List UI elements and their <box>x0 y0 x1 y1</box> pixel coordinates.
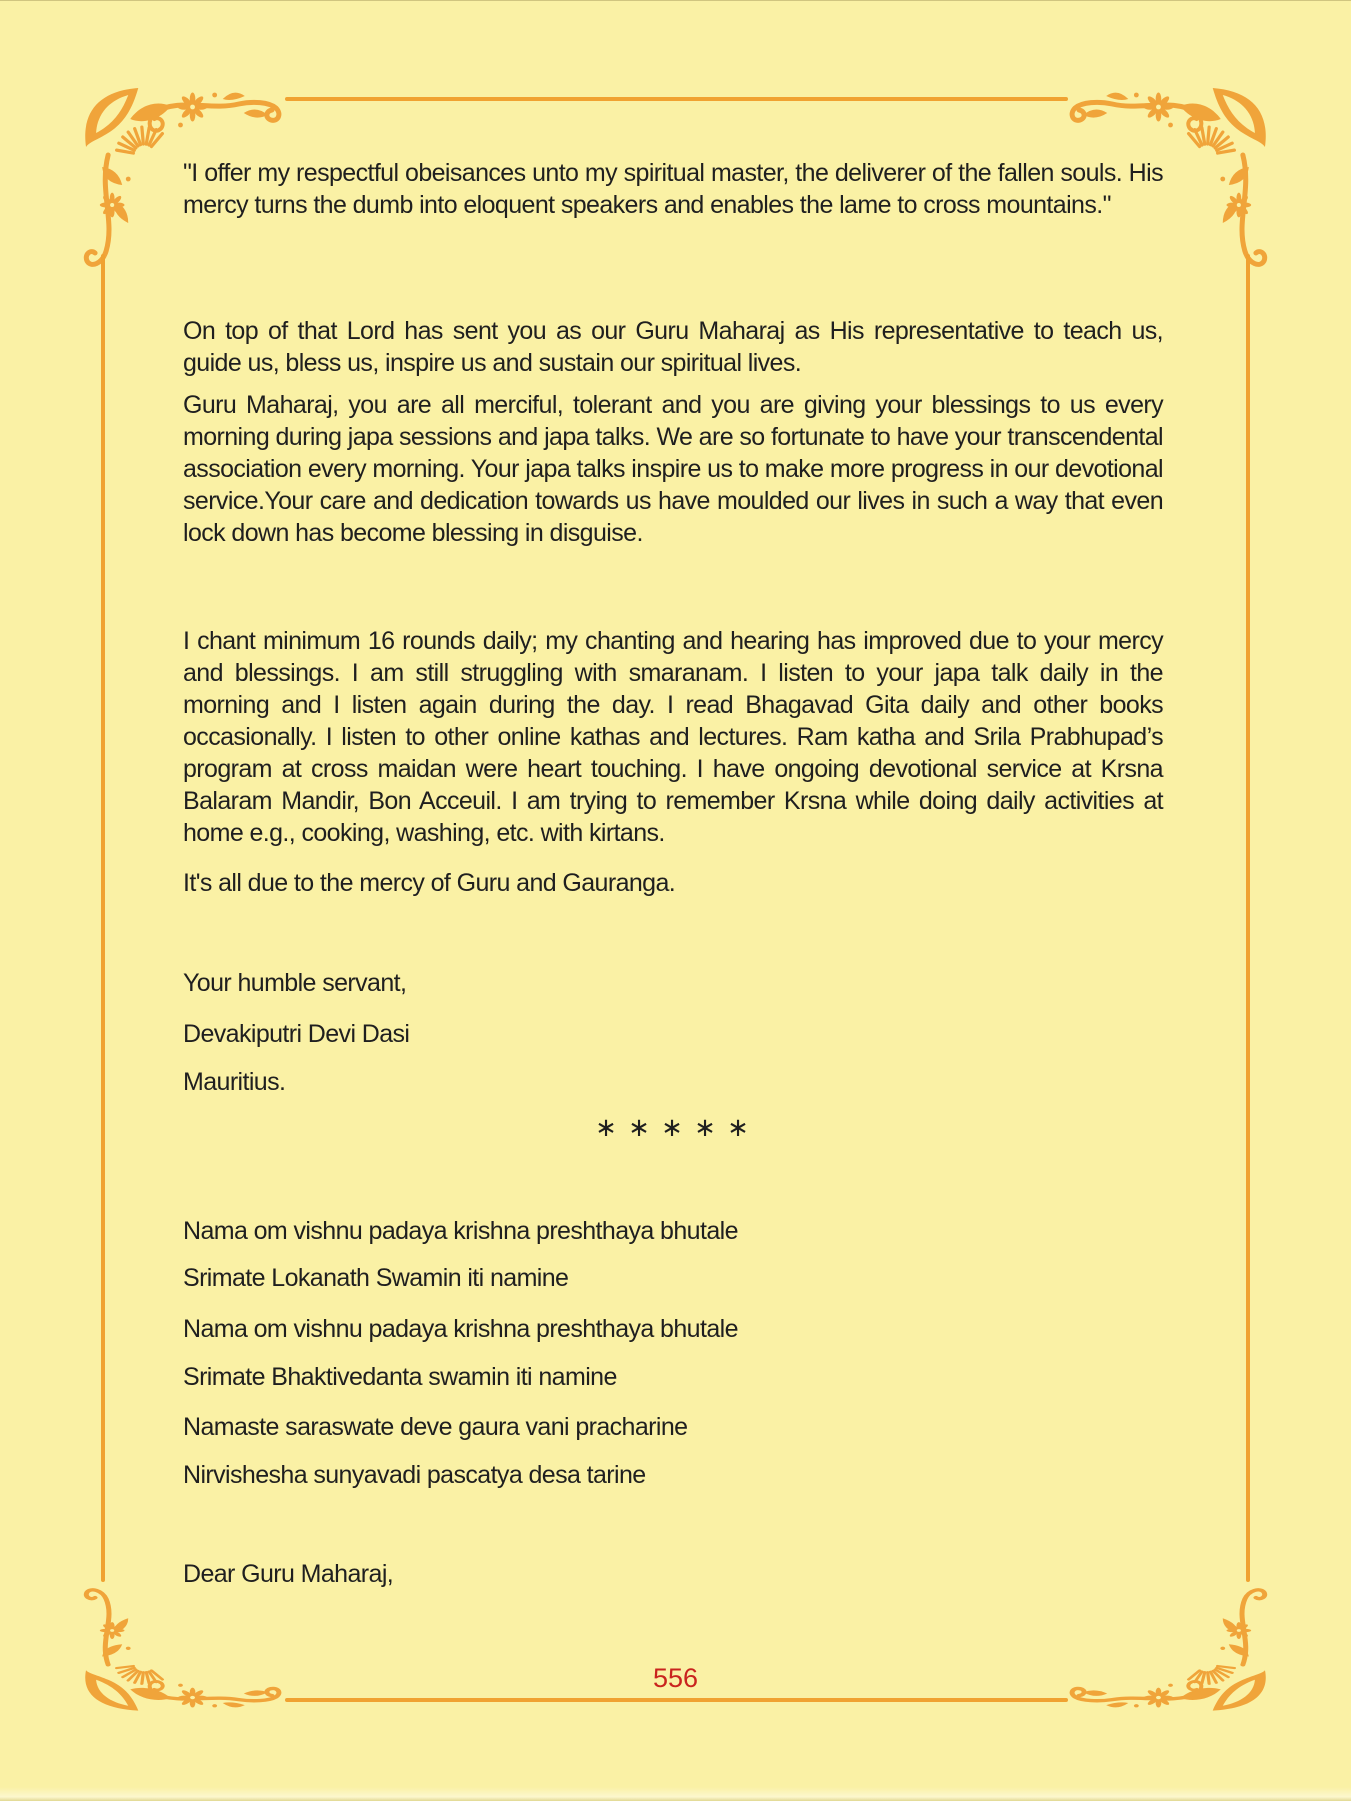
mantra-line-6: Nirvishesha sunyavadi pascatya desa tarine <box>183 1461 646 1489</box>
page-number: 556 <box>652 1663 699 1693</box>
mantra-line-2: Srimate Lokanath Swamin iti namine <box>183 1264 569 1292</box>
body-paragraph-4: It's all due to the mercy of Guru and Gauranga. <box>183 869 676 897</box>
closing-line-location: Mauritius. <box>183 1068 286 1096</box>
opening-quote-paragraph: "I offer my respectful obeisances unto my spiritual master, the deliverer of the fallen souls. His mercy turns the dumb into eloquent speakers and enables the lame to cross mountains." <box>183 159 1163 219</box>
salutation-line: Dear Guru Maharaj, <box>183 1560 394 1588</box>
floral-corner-ornament-bottom-right <box>1065 1584 1271 1714</box>
right-border-rule <box>1246 254 1250 1582</box>
closing-line-servant: Your humble servant, <box>183 969 407 997</box>
separator-asterisks: ∗ ∗ ∗ ∗ ∗ <box>595 1112 751 1142</box>
bottom-border-rule <box>285 1698 1068 1702</box>
body-paragraph-3: I chant minimum 16 rounds daily; my chanting and hearing has improved due to your mercy and blessings. I am still struggling with smaranam. I listen to your japa talk daily in the morning and I listen again during the day. I read Bhagavad Gita daily and other books occasionally. I listen to other online kathas and lectures. Ram katha and Srila Prabhupad’s program at cross maidan were heart touching. I have ongoing devotional service at Krsna Balaram Mandir, Bon Acceuil. I am trying to remember Krsna while doing daily activities at home e.g., cooking, washing, etc. with kirtans. <box>183 627 1163 847</box>
floral-corner-ornament-bottom-left <box>80 1584 286 1714</box>
body-paragraph-1: On top of that Lord has sent you as our Guru Maharaj as His representative to teach us, guide us, bless us, inspire us and sustain our spiritual lives. <box>183 317 1163 377</box>
closing-line-name: Devakiputri Devi Dasi <box>183 1020 410 1048</box>
top-border-rule <box>285 97 1068 101</box>
mantra-line-5: Namaste saraswate deve gaura vani pracharine <box>183 1413 688 1441</box>
mantra-line-1: Nama om vishnu padaya krishna preshthaya bhutale <box>183 1217 738 1245</box>
mantra-line-3: Nama om vishnu padaya krishna preshthaya bhutale <box>183 1315 738 1343</box>
left-border-rule <box>101 254 105 1582</box>
body-paragraph-2: Guru Maharaj, you are all merciful, tolerant and you are giving your blessings to us every morning during japa sessions and japa talks. We are so fortunate to have your transcendental association every morning. Your japa talks inspire us to make more progress in our devotional service.Your care and dedication towards us have moulded our lives in such a way that even lock down has become blessing in disguise. <box>183 391 1163 547</box>
mantra-line-4: Srimate Bhaktivedanta swamin iti namine <box>183 1363 617 1391</box>
